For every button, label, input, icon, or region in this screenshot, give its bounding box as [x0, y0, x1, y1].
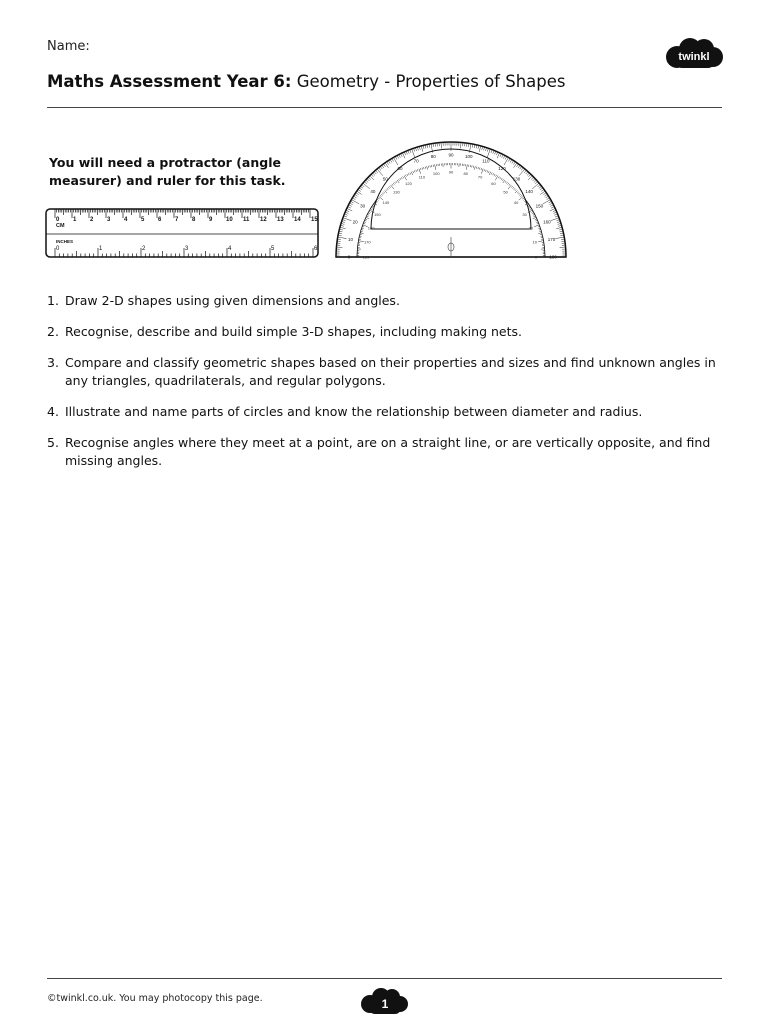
- protractor-inner-number: 30: [522, 212, 527, 217]
- protractor-outer-number: 80: [430, 154, 436, 160]
- list-item: [47, 323, 722, 341]
- protractor-outer-number: 90: [448, 152, 454, 158]
- ruler-cm-number: 12: [260, 217, 267, 223]
- protractor-outer-number: 140: [525, 188, 533, 194]
- ruler-inch-number: 6: [314, 246, 318, 252]
- protractor-outer-number: 50: [382, 176, 388, 182]
- equipment-note: [49, 154, 289, 190]
- equipment-note-line-1: You will need a protractor (angle: [49, 155, 281, 170]
- protractor-outer-number: 20: [352, 219, 358, 225]
- list-item-number: 3.: [47, 355, 59, 370]
- ruler-image: [45, 208, 319, 258]
- page-title: [47, 72, 566, 91]
- list-item-text: Compare and classify geometric shapes based on their properties and sizes and find unknown angles in any triangles, quadrilaterals, and regular polygons.: [65, 355, 716, 388]
- protractor-outer-number: 120: [498, 166, 506, 172]
- copyright-notice: ©twinkl.co.uk. You may photocopy this page.: [47, 993, 263, 1004]
- list-item-text: Recognise, describe and build simple 3-D shapes, including making nets.: [65, 324, 522, 339]
- protractor-inner-number: 0: [534, 254, 538, 259]
- protractor-inner-number: 20: [528, 225, 534, 231]
- protractor-outer-number: 60: [397, 166, 403, 172]
- ruler-inch-number: 0: [56, 246, 60, 252]
- list-item-number: 1.: [47, 293, 59, 308]
- twinkl-logo: [663, 36, 725, 72]
- protractor-inner-number: 70: [477, 174, 483, 180]
- protractor-outer-number: 160: [543, 219, 551, 225]
- protractor-inner-number: 50: [503, 189, 508, 195]
- ruler-cm-number: 6: [158, 217, 162, 223]
- ruler-inch-number: 5: [271, 246, 275, 252]
- title-subject: Geometry - Properties of Shapes: [291, 72, 566, 91]
- ruler-cm-number: 2: [90, 217, 94, 223]
- list-item: [47, 403, 722, 421]
- page-number-badge: [359, 987, 411, 1017]
- protractor-inner-number: 150: [374, 212, 381, 217]
- protractor-outer-number: 100: [464, 154, 473, 160]
- objectives-list: [47, 292, 722, 483]
- protractor-outer-number: 70: [413, 158, 419, 164]
- logo-text: twinkl: [678, 51, 710, 63]
- ruler-cm-number: 11: [243, 217, 250, 223]
- ruler-cm-number: 13: [277, 217, 284, 223]
- protractor-outer-number: 150: [535, 203, 544, 209]
- ruler-cm-number: 14: [294, 217, 301, 223]
- title-bold: Maths Assessment Year 6:: [47, 72, 292, 91]
- protractor-outer-number: 10: [348, 236, 354, 242]
- ruler-inch-number: 1: [99, 246, 103, 252]
- protractor-outer-number: 30: [360, 203, 366, 209]
- footer-divider: [47, 978, 722, 979]
- page-number: 1: [381, 997, 389, 1011]
- list-item: [47, 354, 722, 390]
- name-label: Name:: [47, 39, 90, 54]
- protractor-inner-number: 90: [448, 169, 454, 175]
- ruler-inches-label: INCHES: [56, 239, 74, 244]
- protractor-inner-number: 100: [432, 170, 440, 176]
- protractor-inner-number: 110: [418, 174, 426, 180]
- protractor-inner-number: 120: [405, 180, 412, 186]
- protractor-inner-number: 10: [532, 239, 537, 245]
- ruler-cm-number: 7: [175, 217, 179, 223]
- protractor-inner-number: 140: [382, 199, 390, 205]
- list-item-text: Recognise angles where they meet at a point, are on a straight line, or are vertically opposite, and find missing angles.: [65, 435, 711, 468]
- ruler-cm-number: 4: [124, 217, 128, 223]
- ruler-cm-number: 10: [226, 217, 233, 223]
- list-item-number: 5.: [47, 435, 59, 450]
- protractor-inner-number: 180: [362, 254, 370, 259]
- ruler-cm-number: 9: [209, 217, 213, 223]
- list-item: [47, 434, 722, 470]
- ruler-cm-number: 3: [107, 217, 111, 223]
- list-item-text: Illustrate and name parts of circles and know the relationship between diameter and radius.: [65, 404, 643, 419]
- header-divider: [47, 107, 722, 108]
- protractor-inner-number: 60: [491, 180, 496, 186]
- protractor-inner-number: 80: [463, 170, 468, 176]
- protractor-inner-number: 40: [513, 199, 519, 205]
- protractor-outer-number: 0: [347, 254, 351, 259]
- protractor-outer-number: 40: [370, 188, 376, 194]
- protractor-outer-number: 180: [549, 254, 557, 259]
- list-item-number: 2.: [47, 324, 59, 339]
- protractor-inner-number: 130: [393, 189, 400, 195]
- ruler-cm-number: 15: [311, 217, 318, 223]
- protractor-outer-number: 170: [547, 236, 556, 242]
- protractor-image: [335, 141, 567, 259]
- ruler-inch-number: 2: [142, 246, 146, 252]
- list-item-number: 4.: [47, 404, 59, 419]
- list-item-text: Draw 2-D shapes using given dimensions and angles.: [65, 293, 400, 308]
- ruler-inch-number: 4: [228, 246, 232, 252]
- ruler-cm-number: 1: [73, 217, 77, 223]
- ruler-cm-label: CM: [56, 223, 65, 229]
- protractor-inner-number: 160: [367, 225, 375, 231]
- ruler-cm-number: 8: [192, 217, 196, 223]
- protractor-outer-number: 130: [512, 176, 521, 182]
- protractor-inner-number: 170: [363, 239, 371, 245]
- equipment-note-line-2: measurer) and ruler for this task.: [49, 173, 286, 188]
- ruler-cm-number: 5: [141, 217, 145, 223]
- protractor-outer-number: 110: [482, 158, 490, 164]
- ruler-inch-number: 3: [185, 246, 189, 252]
- ruler-cm-number: 0: [56, 217, 60, 223]
- list-item: [47, 292, 722, 310]
